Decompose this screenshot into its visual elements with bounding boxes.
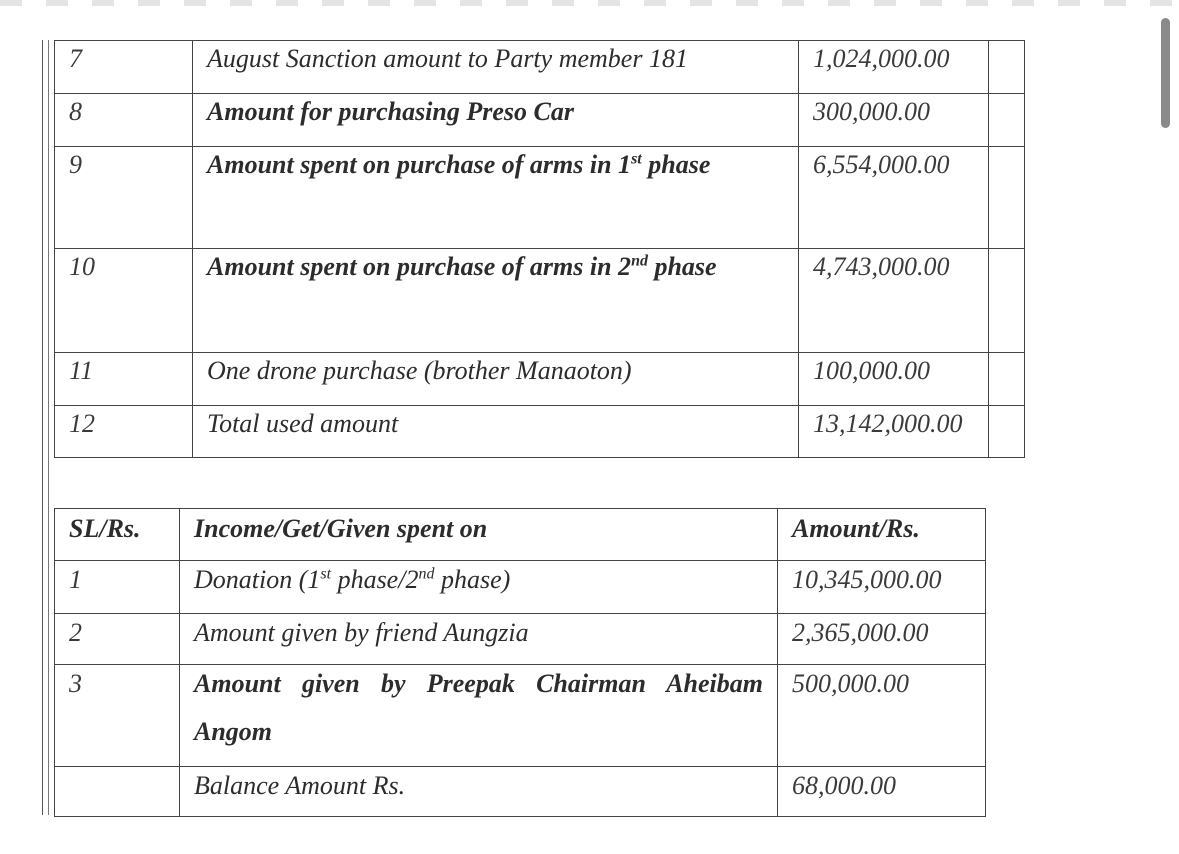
- income-amount: 2,365,000.00: [778, 614, 986, 665]
- expense-amount: 100,000.00: [799, 353, 989, 406]
- header-amount: Amount/Rs.: [778, 509, 986, 561]
- ordinal-suffix: st: [631, 150, 642, 168]
- serial-number: 3: [55, 665, 180, 767]
- empty-cell: [989, 41, 1025, 94]
- income-table: [54, 508, 986, 817]
- desc-text: Amount spent on purchase of arms in 1: [207, 150, 632, 179]
- serial-number: 9: [55, 147, 193, 249]
- income-description: Amount given by friend Aungzia: [180, 614, 778, 665]
- desc-text: phase/2: [331, 565, 419, 594]
- ordinal-suffix: st: [320, 565, 332, 583]
- top-edge-artifact: [0, 0, 1179, 6]
- expense-description: [193, 147, 799, 249]
- ordinal-suffix: nd: [631, 252, 648, 270]
- balance-label: Balance Amount Rs.: [180, 767, 778, 817]
- expense-description: Total used amount: [193, 406, 799, 458]
- page-border-line-inner: [48, 40, 49, 815]
- desc-text: Donation (1: [194, 565, 321, 594]
- table-row: [55, 147, 1025, 249]
- expense-description: August Sanction amount to Party member 181: [193, 41, 799, 94]
- balance-amount: 68,000.00: [778, 767, 986, 817]
- expense-description: Amount for purchasing Preso Car: [193, 94, 799, 147]
- desc-line: Angom: [194, 717, 273, 746]
- table-row: [55, 94, 1025, 147]
- table-row: [55, 406, 1025, 458]
- table-row: [55, 561, 986, 614]
- serial-number: 8: [55, 94, 193, 147]
- desc-line: Amount given by Preepak Chairman Aheibam: [194, 669, 763, 698]
- expense-amount: 6,554,000.00: [799, 147, 989, 249]
- expense-amount: 300,000.00: [799, 94, 989, 147]
- table-row: [55, 767, 986, 817]
- header-sl: SL/Rs.: [55, 509, 180, 561]
- serial-number: 11: [55, 353, 193, 406]
- header-description: Income/Get/Given spent on: [180, 509, 778, 561]
- serial-number: 12: [55, 406, 193, 458]
- page-border-line: [42, 40, 43, 815]
- desc-text: phase: [641, 150, 711, 179]
- income-description: [180, 665, 778, 767]
- income-amount: 500,000.00: [778, 665, 986, 767]
- expenses-table: [54, 40, 1025, 458]
- table-row: [55, 41, 1025, 94]
- vertical-scrollbar[interactable]: [1161, 18, 1170, 128]
- serial-number: 2: [55, 614, 180, 665]
- table-header-row: [55, 509, 986, 561]
- serial-number: 10: [55, 249, 193, 353]
- empty-cell: [989, 406, 1025, 458]
- empty-cell: [989, 147, 1025, 249]
- table-row: [55, 353, 1025, 406]
- expense-amount: 1,024,000.00: [799, 41, 989, 94]
- income-amount: 10,345,000.00: [778, 561, 986, 614]
- empty-cell: [989, 94, 1025, 147]
- table-row: [55, 665, 986, 767]
- expense-amount: 4,743,000.00: [799, 249, 989, 353]
- expense-description: One drone purchase (brother Manaoton): [193, 353, 799, 406]
- income-description: [180, 561, 778, 614]
- expense-description: [193, 249, 799, 353]
- empty-cell: [989, 249, 1025, 353]
- desc-text: phase): [434, 565, 511, 594]
- expense-amount: 13,142,000.00: [799, 406, 989, 458]
- serial-number: [55, 767, 180, 817]
- desc-text: phase: [647, 252, 717, 281]
- serial-number: 1: [55, 561, 180, 614]
- serial-number: 7: [55, 41, 193, 94]
- empty-cell: [989, 353, 1025, 406]
- table-row: [55, 614, 986, 665]
- ordinal-suffix: nd: [418, 565, 435, 583]
- desc-text: Amount spent on purchase of arms in 2: [207, 252, 632, 281]
- table-row: [55, 249, 1025, 353]
